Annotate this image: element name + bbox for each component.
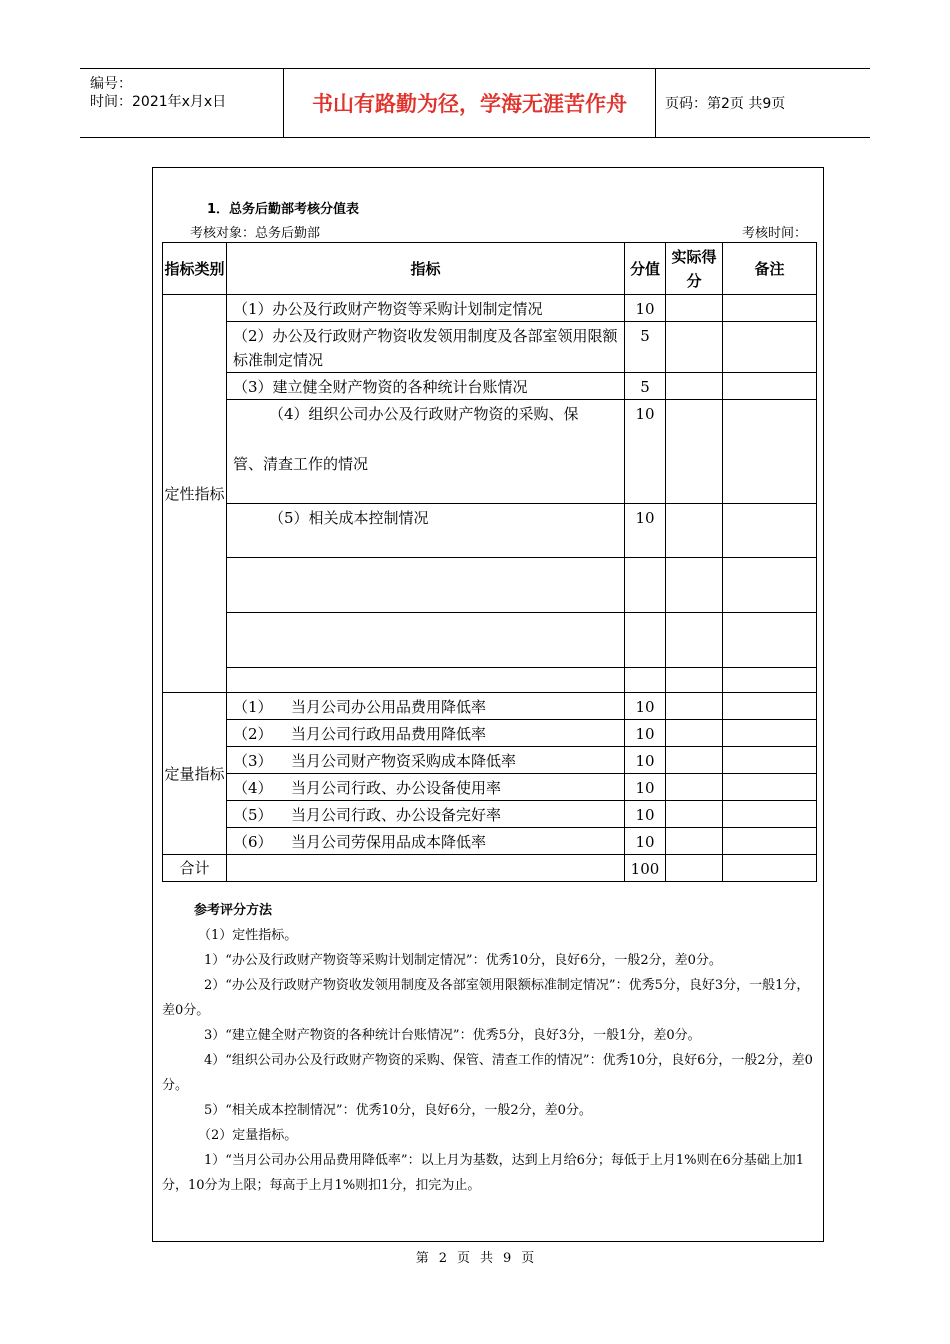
indicator-label: 当月公司财产物资采购成本降低率 (291, 752, 517, 770)
table-row (163, 373, 817, 400)
remark-cell[interactable] (723, 828, 817, 855)
assess-time: 考核时间： (742, 226, 808, 241)
qualitative-heading: （1）定性指标。 (198, 928, 298, 943)
empty-cell[interactable] (723, 613, 817, 668)
score-value: 10 (625, 693, 666, 720)
table-row (163, 322, 817, 373)
footer-text: 页 (521, 1251, 535, 1266)
empty-cell[interactable] (227, 668, 625, 693)
indicator-text (227, 828, 625, 855)
empty-cell[interactable] (227, 558, 625, 613)
indicator-text: （3）建立健全财产物资的各种统计台账情况 (227, 373, 625, 400)
footer-text: 共 (480, 1251, 494, 1266)
actual-score-cell[interactable] (666, 828, 723, 855)
actual-score-cell[interactable] (666, 693, 723, 720)
total-indicator-cell (227, 855, 625, 882)
document-header (80, 68, 870, 138)
motto: 书山有路勤为径，学海无涯苦作舟 (283, 69, 656, 137)
method-item: 4）“组织公司办公及行政财产物资的采购、保管、清查工作的情况”：优秀10分，良好6分，一般2分，差0分。 (162, 1053, 813, 1093)
score-value: 10 (625, 774, 666, 801)
remark-cell[interactable] (723, 504, 817, 558)
col-category: 指标类别 (163, 243, 227, 295)
scoring-method (162, 898, 816, 1198)
indicator-line-1: （4）组织公司办公及行政财产物资的采购、保 (269, 405, 579, 423)
empty-cell[interactable] (666, 668, 723, 693)
remark-cell[interactable] (723, 693, 817, 720)
table-row (163, 801, 817, 828)
number-label: 编号： (90, 76, 132, 92)
score-value: 5 (625, 322, 666, 373)
footer-text: 第 (415, 1251, 429, 1266)
category-quantitative: 定量指标 (163, 693, 227, 855)
table-row (163, 774, 817, 801)
indicator-text (227, 693, 625, 720)
actual-score-cell[interactable] (666, 801, 723, 828)
remark-cell[interactable] (723, 801, 817, 828)
indicator-number: （1） (233, 698, 273, 716)
quantitative-heading: （2）定量指标。 (198, 1128, 298, 1143)
footer-total: 9 (503, 1251, 512, 1266)
indicator-number: （6） (233, 833, 273, 851)
empty-cell[interactable] (625, 613, 666, 668)
remark-cell[interactable] (723, 747, 817, 774)
col-remark: 备注 (723, 243, 817, 295)
empty-cell[interactable] (666, 613, 723, 668)
score-value: 10 (625, 801, 666, 828)
empty-cell[interactable] (227, 613, 625, 668)
total-score: 100 (625, 855, 666, 882)
indicator-text (227, 801, 625, 828)
col-actual: 实际得分 (666, 243, 723, 295)
remark-cell[interactable] (723, 720, 817, 747)
actual-score-cell[interactable] (666, 720, 723, 747)
table-row (163, 400, 817, 504)
table-row (163, 828, 817, 855)
score-value: 10 (625, 400, 666, 504)
assess-subject: 考核对象：总务后勤部 (190, 226, 321, 241)
remark-cell[interactable] (723, 855, 817, 882)
table-header-row (163, 243, 817, 295)
total-label: 合计 (163, 855, 227, 882)
empty-cell[interactable] (625, 668, 666, 693)
col-indicator: 指标 (227, 243, 625, 295)
method-item: 1）“当月公司办公用品费用降低率”：以上月为基数，达到上月给6分；每低于上月1%则在6分基础上加1分，10分为上限；每高于上月1%则扣1分，扣完为止。 (162, 1153, 805, 1193)
page-footer (0, 1247, 950, 1266)
indicator-label: 当月公司行政、办公设备使用率 (291, 779, 502, 797)
actual-score-cell[interactable] (666, 504, 723, 558)
table-row (163, 747, 817, 774)
indicator-number: （5） (233, 806, 273, 824)
empty-row (163, 668, 817, 693)
table-row (163, 504, 817, 558)
indicator-text: （1）办公及行政财产物资等采购计划制定情况 (227, 295, 625, 322)
indicator-text: （2）办公及行政财产物资收发领用制度及各部室领用限额标准制定情况 (227, 322, 625, 373)
indicator-label: 当月公司行政用品费用降低率 (291, 725, 487, 743)
footer-page: 2 (438, 1251, 447, 1266)
remark-cell[interactable] (723, 322, 817, 373)
score-table (162, 242, 817, 882)
score-value: 10 (625, 720, 666, 747)
actual-score-cell[interactable] (666, 774, 723, 801)
indicator-text (227, 747, 625, 774)
actual-score-cell[interactable] (666, 855, 723, 882)
indicator-number: （4） (233, 779, 273, 797)
method-item: 3）“建立健全财产物资的各种统计台账情况”：优秀5分，良好3分，一般1分，差0分。 (204, 1028, 701, 1043)
table-title: 1．总务后勤部考核分值表 (207, 202, 360, 217)
page-info: 页码：第2页 共9页 (665, 96, 786, 112)
table-row (163, 693, 817, 720)
date-label: 时间：2021年x月x日 (90, 94, 227, 110)
indicator-text: （5）相关成本控制情况 (227, 504, 625, 558)
method-heading: 参考评分方法 (194, 903, 273, 918)
indicator-text (227, 720, 625, 747)
score-value: 5 (625, 373, 666, 400)
score-value: 10 (625, 828, 666, 855)
header-meta (80, 69, 283, 137)
total-row (163, 855, 817, 882)
score-value: 10 (625, 295, 666, 322)
indicator-label: 当月公司劳保用品成本降低率 (291, 833, 487, 851)
method-item: 5）“相关成本控制情况”：优秀10分，良好6分，一般2分，差0分。 (204, 1103, 592, 1118)
col-score: 分值 (625, 243, 666, 295)
remark-cell[interactable] (723, 295, 817, 322)
footer-text: 页 (456, 1251, 470, 1266)
method-item: 2）“办公及行政财产物资收发领用制度及各部室领用限额标准制定情况”：优秀5分，良好3分，一般1分，差0分。 (162, 978, 810, 1018)
remark-cell[interactable] (723, 400, 817, 504)
indicator-number: （3） (233, 752, 273, 770)
indicator-number: （2） (233, 725, 273, 743)
indicator-line-2: 管、清查工作的情况 (233, 455, 369, 473)
table-row (163, 295, 817, 322)
method-item: 1）“办公及行政财产物资等采购计划制定情况”：优秀10分，良好6分，一般2分，差0分。 (204, 953, 722, 968)
empty-cell[interactable] (666, 558, 723, 613)
actual-score-cell[interactable] (666, 295, 723, 322)
empty-cell[interactable] (625, 558, 666, 613)
empty-cell[interactable] (723, 668, 817, 693)
empty-row (163, 613, 817, 668)
indicator-text (227, 774, 625, 801)
remark-cell[interactable] (723, 373, 817, 400)
indicator-text (227, 400, 625, 504)
table-row (163, 720, 817, 747)
score-value: 10 (625, 504, 666, 558)
score-value: 10 (625, 747, 666, 774)
actual-score-cell[interactable] (666, 400, 723, 504)
actual-score-cell[interactable] (666, 322, 723, 373)
category-qualitative: 定性指标 (163, 295, 227, 693)
indicator-label: 当月公司行政、办公设备完好率 (291, 806, 502, 824)
actual-score-cell[interactable] (666, 747, 723, 774)
actual-score-cell[interactable] (666, 373, 723, 400)
indicator-label: 当月公司办公用品费用降低率 (291, 698, 487, 716)
remark-cell[interactable] (723, 774, 817, 801)
empty-cell[interactable] (723, 558, 817, 613)
empty-row (163, 558, 817, 613)
